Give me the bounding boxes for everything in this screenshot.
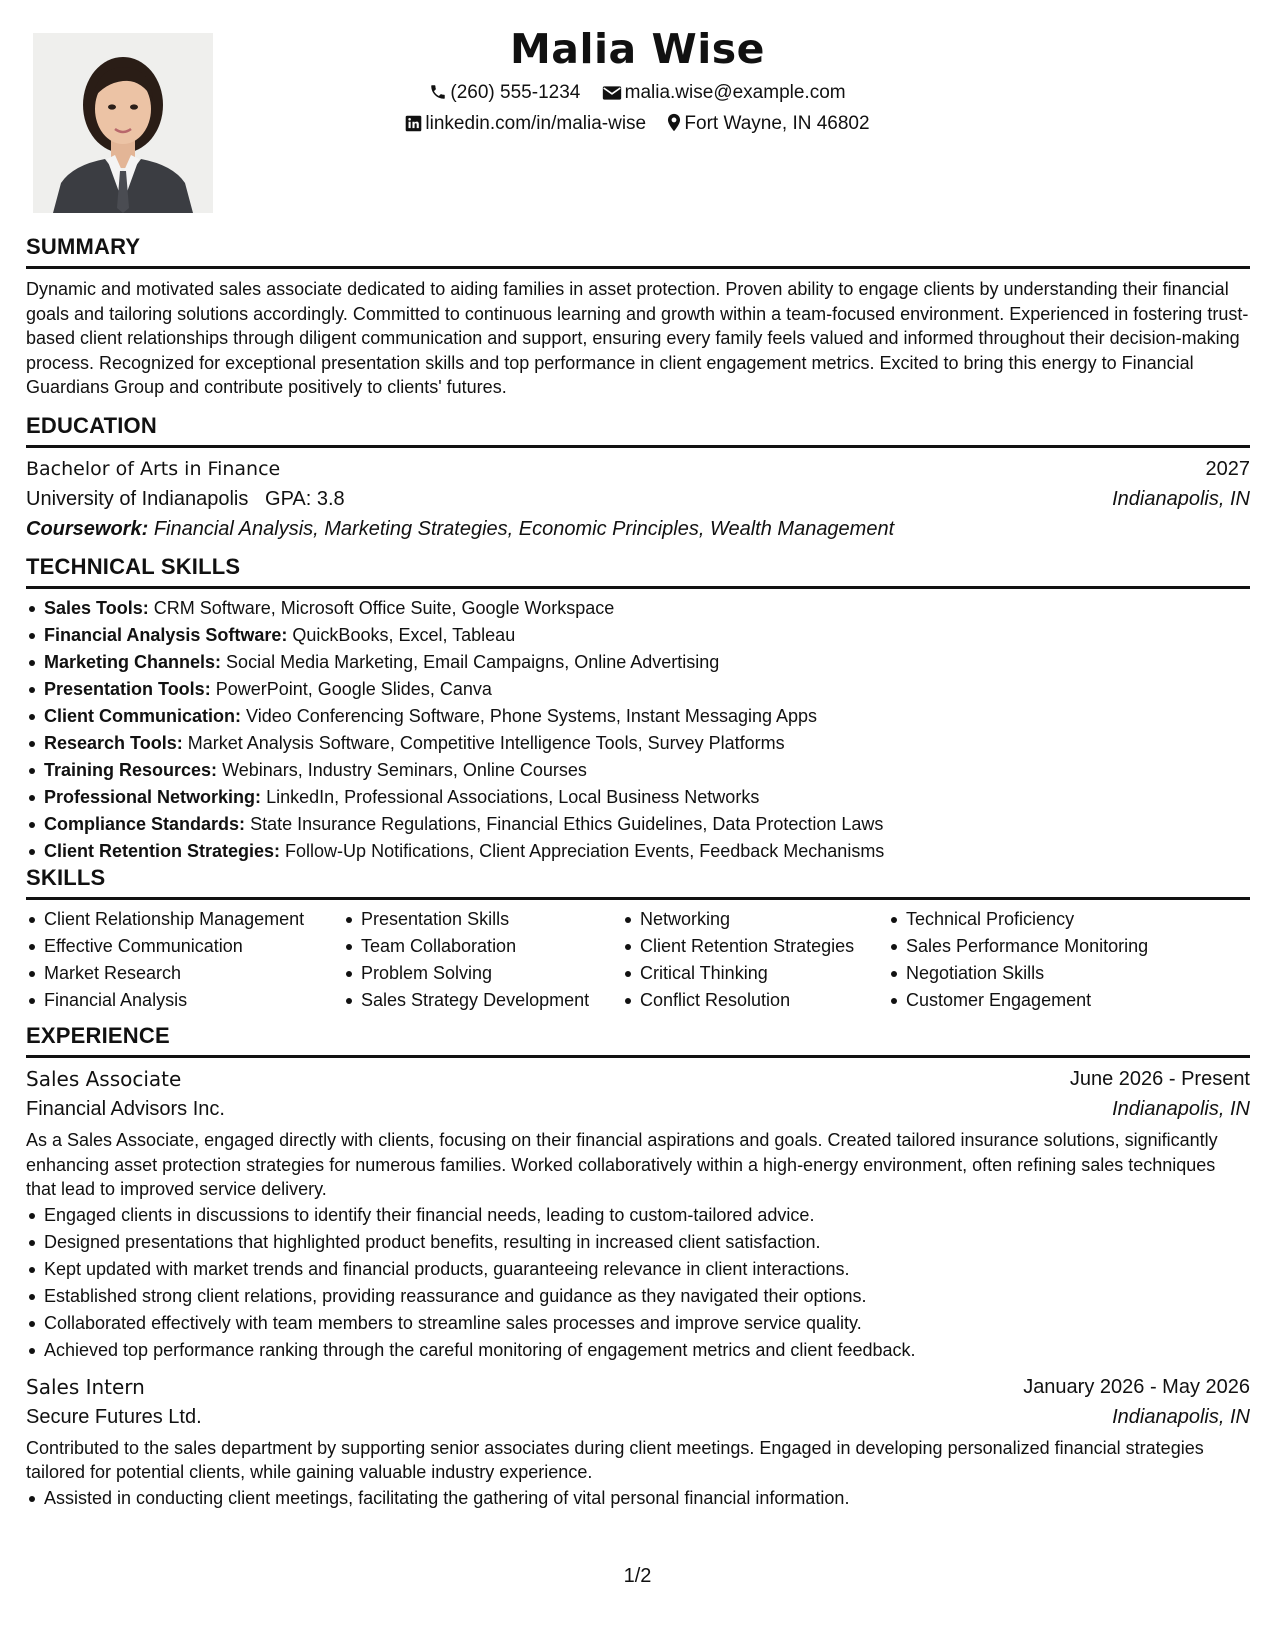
list-item: Kept updated with market trends and financial products, guaranteeing relevance in client interactions. xyxy=(26,1256,1250,1283)
job-dates: June 2026 - Present xyxy=(1069,1068,1250,1090)
map-pin-icon xyxy=(667,113,681,140)
linkedin-icon xyxy=(405,114,422,140)
list-item: Sales Strategy Development xyxy=(343,987,589,1014)
list-item: Financial Analysis xyxy=(26,987,304,1014)
list-item xyxy=(26,811,1250,838)
contact-line-2 xyxy=(0,111,1275,140)
job-header-row xyxy=(26,1372,1250,1402)
section-title: EXPERIENCE xyxy=(26,1023,170,1048)
skills-section xyxy=(26,864,1250,1016)
skill-values: LinkedIn, Professional Associations, Local Business Networks xyxy=(266,787,760,807)
list-item: Technical Proficiency xyxy=(888,906,1148,933)
skill-category: Marketing Channels: xyxy=(44,652,222,672)
job-company-row xyxy=(26,1094,1250,1124)
job-bullets xyxy=(26,1485,1250,1512)
skill-values: Market Analysis Software, Competitive Intelligence Tools, Survey Platforms xyxy=(187,733,785,753)
company-name: Financial Advisors Inc. xyxy=(26,1098,225,1120)
list-item xyxy=(26,676,1250,703)
summary-text: Dynamic and motivated sales associate dedicated to aiding families in asset protection. Proven ability to engage clients by understanding their financial goals and tailoring solutions accordingly. Committed to continuous learning and growth within a team-focused environment. Experienced in fostering trust-based client relationships through diligent communication and support, ensuring every family feels valued and informed throughout their decision-making process. Recognized for exceptional presentation skills and top performance in client engagement metrics. Excited to bring this energy to Financial Guardians Group and contribute positively to clients' futures. xyxy=(26,279,1249,397)
skill-category: Client Retention Strategies: xyxy=(44,841,281,861)
list-item: Negotiation Skills xyxy=(888,960,1148,987)
skills-column xyxy=(622,906,854,1014)
job-title: Sales Associate xyxy=(26,1067,182,1091)
section-title: SKILLS xyxy=(26,865,106,890)
school-row xyxy=(26,484,1250,514)
list-item: Team Collaboration xyxy=(343,933,589,960)
section-divider xyxy=(26,897,1250,900)
skills-column xyxy=(888,906,1148,1014)
skill-category: Client Communication: xyxy=(44,706,241,726)
skill-values: Follow-Up Notifications, Client Appreciation Events, Feedback Mechanisms xyxy=(285,841,885,861)
section-divider xyxy=(26,586,1250,589)
skill-category: Compliance Standards: xyxy=(44,814,246,834)
technical-skills-list xyxy=(26,595,1250,865)
school-name: University of Indianapolis xyxy=(26,488,249,510)
skill-values: PowerPoint, Google Slides, Canva xyxy=(215,679,492,699)
section-title: SUMMARY xyxy=(26,234,141,259)
coursework-label: Coursework: xyxy=(26,518,149,540)
job-entry xyxy=(26,1372,1250,1512)
job-title: Sales Intern xyxy=(26,1374,145,1399)
list-item: Networking xyxy=(622,906,854,933)
skill-values: CRM Software, Microsoft Office Suite, Google Workspace xyxy=(153,598,615,618)
list-item xyxy=(26,757,1250,784)
education-section xyxy=(26,412,1250,544)
job-bullets xyxy=(26,1202,1250,1364)
job-entry xyxy=(26,1064,1250,1364)
job-location: Indianapolis, IN xyxy=(1112,1098,1250,1120)
list-item: Client Retention Strategies xyxy=(622,933,854,960)
list-item: Market Research xyxy=(26,960,304,987)
list-item xyxy=(26,622,1250,649)
skill-category: Financial Analysis Software: xyxy=(44,625,288,645)
coursework-row xyxy=(26,514,1250,544)
skill-category: Professional Networking: xyxy=(44,787,262,807)
section-divider xyxy=(26,266,1250,269)
list-item: Customer Engagement xyxy=(888,987,1148,1014)
list-item: Critical Thinking xyxy=(622,960,854,987)
linkedin-text[interactable]: linkedin.com/in/malia-wise xyxy=(425,113,647,134)
phone-icon xyxy=(429,83,447,109)
list-item: Problem Solving xyxy=(343,960,589,987)
school-location: Indianapolis, IN xyxy=(1112,488,1250,510)
job-company-row xyxy=(26,1402,1250,1432)
skills-column xyxy=(26,906,304,1014)
coursework xyxy=(26,514,894,544)
section-divider xyxy=(26,1055,1250,1058)
job-dates: January 2026 - May 2026 xyxy=(1023,1375,1250,1398)
list-item: Collaborated effectively with team members to streamline sales processes and improve service quality. xyxy=(26,1310,1250,1337)
skill-category: Sales Tools: xyxy=(44,598,149,618)
location-text: Fort Wayne, IN 46802 xyxy=(684,113,870,134)
list-item: Engaged clients in discussions to identify their financial needs, leading to custom-tailored advice. xyxy=(26,1202,1250,1229)
list-item xyxy=(26,838,1250,865)
list-item: Conflict Resolution xyxy=(622,987,854,1014)
list-item xyxy=(26,703,1250,730)
list-item: Effective Communication xyxy=(26,933,304,960)
list-item: Established strong client relations, providing reassurance and guidance as they navigated their options. xyxy=(26,1283,1250,1310)
linkedin-item[interactable] xyxy=(405,111,646,140)
phone-text: (260) 555-1234 xyxy=(450,82,581,103)
degree-row xyxy=(26,454,1250,484)
list-item: Designed presentations that highlighted product benefits, resulting in increased client satisfaction. xyxy=(26,1229,1250,1256)
gpa: GPA: 3.8 xyxy=(265,488,345,510)
candidate-name: Malia Wise xyxy=(509,25,765,73)
skills-column xyxy=(343,906,589,1014)
skills-grid xyxy=(26,906,1250,1016)
skill-category: Presentation Tools: xyxy=(44,679,211,699)
experience-section xyxy=(26,1022,1250,1512)
list-item xyxy=(26,784,1250,811)
list-item: Client Relationship Management xyxy=(26,906,304,933)
job-description: As a Sales Associate, engaged directly with clients, focusing on their financial aspirations and goals. Created tailored insurance solutions, significantly enhancing asset protection strategies for numerous families. Worked collaboratively within a high-energy environment, often refining sales techniques that lead to improved service delivery. xyxy=(26,1130,1218,1199)
list-item: Achieved top performance ranking through the careful monitoring of engagement metrics and client feedback. xyxy=(26,1337,1250,1364)
skill-values: QuickBooks, Excel, Tableau xyxy=(292,625,516,645)
contact-line-1 xyxy=(0,80,1275,109)
list-item xyxy=(26,595,1250,622)
coursework-list: Financial Analysis, Marketing Strategies, Economic Principles, Wealth Management xyxy=(153,518,895,540)
school-info xyxy=(26,484,345,514)
list-item xyxy=(26,730,1250,757)
envelope-icon xyxy=(602,83,622,109)
section-title: EDUCATION xyxy=(26,413,157,438)
job-description: Contributed to the sales department by supporting senior associates during client meetings. Engaged in developing personalized financial strategies tailored for potential clients, while gaining valuable industry experience. xyxy=(26,1437,1204,1482)
skill-values: Social Media Marketing, Email Campaigns, Online Advertising xyxy=(226,652,720,672)
skill-category: Research Tools: xyxy=(44,733,183,753)
section-title: TECHNICAL SKILLS xyxy=(26,554,241,579)
degree-title: Bachelor of Arts in Finance xyxy=(26,458,281,480)
job-header-row xyxy=(26,1064,1250,1094)
list-item: Sales Performance Monitoring xyxy=(888,933,1148,960)
skill-values: Video Conferencing Software, Phone Systems, Instant Messaging Apps xyxy=(246,706,818,726)
summary-section xyxy=(26,233,1250,400)
skill-values: Webinars, Industry Seminars, Online Courses xyxy=(222,760,587,780)
skill-category: Training Resources: xyxy=(44,760,218,780)
phone-item xyxy=(429,80,580,109)
page-number: 1/2 xyxy=(623,1565,652,1587)
list-item xyxy=(26,649,1250,676)
email-text[interactable]: malia.wise@example.com xyxy=(624,82,846,103)
company-name: Secure Futures Ltd. xyxy=(26,1405,202,1428)
email-item[interactable] xyxy=(602,80,846,109)
technical-skills-section xyxy=(26,553,1250,865)
skill-values: State Insurance Regulations, Financial Ethics Guidelines, Data Protection Laws xyxy=(250,814,884,834)
location-item xyxy=(667,111,869,140)
section-divider xyxy=(26,445,1250,448)
list-item: Presentation Skills xyxy=(343,906,589,933)
job-location: Indianapolis, IN xyxy=(1112,1405,1250,1428)
list-item: Assisted in conducting client meetings, facilitating the gathering of vital personal financial information. xyxy=(26,1485,1250,1512)
graduation-year: 2027 xyxy=(1205,458,1250,480)
